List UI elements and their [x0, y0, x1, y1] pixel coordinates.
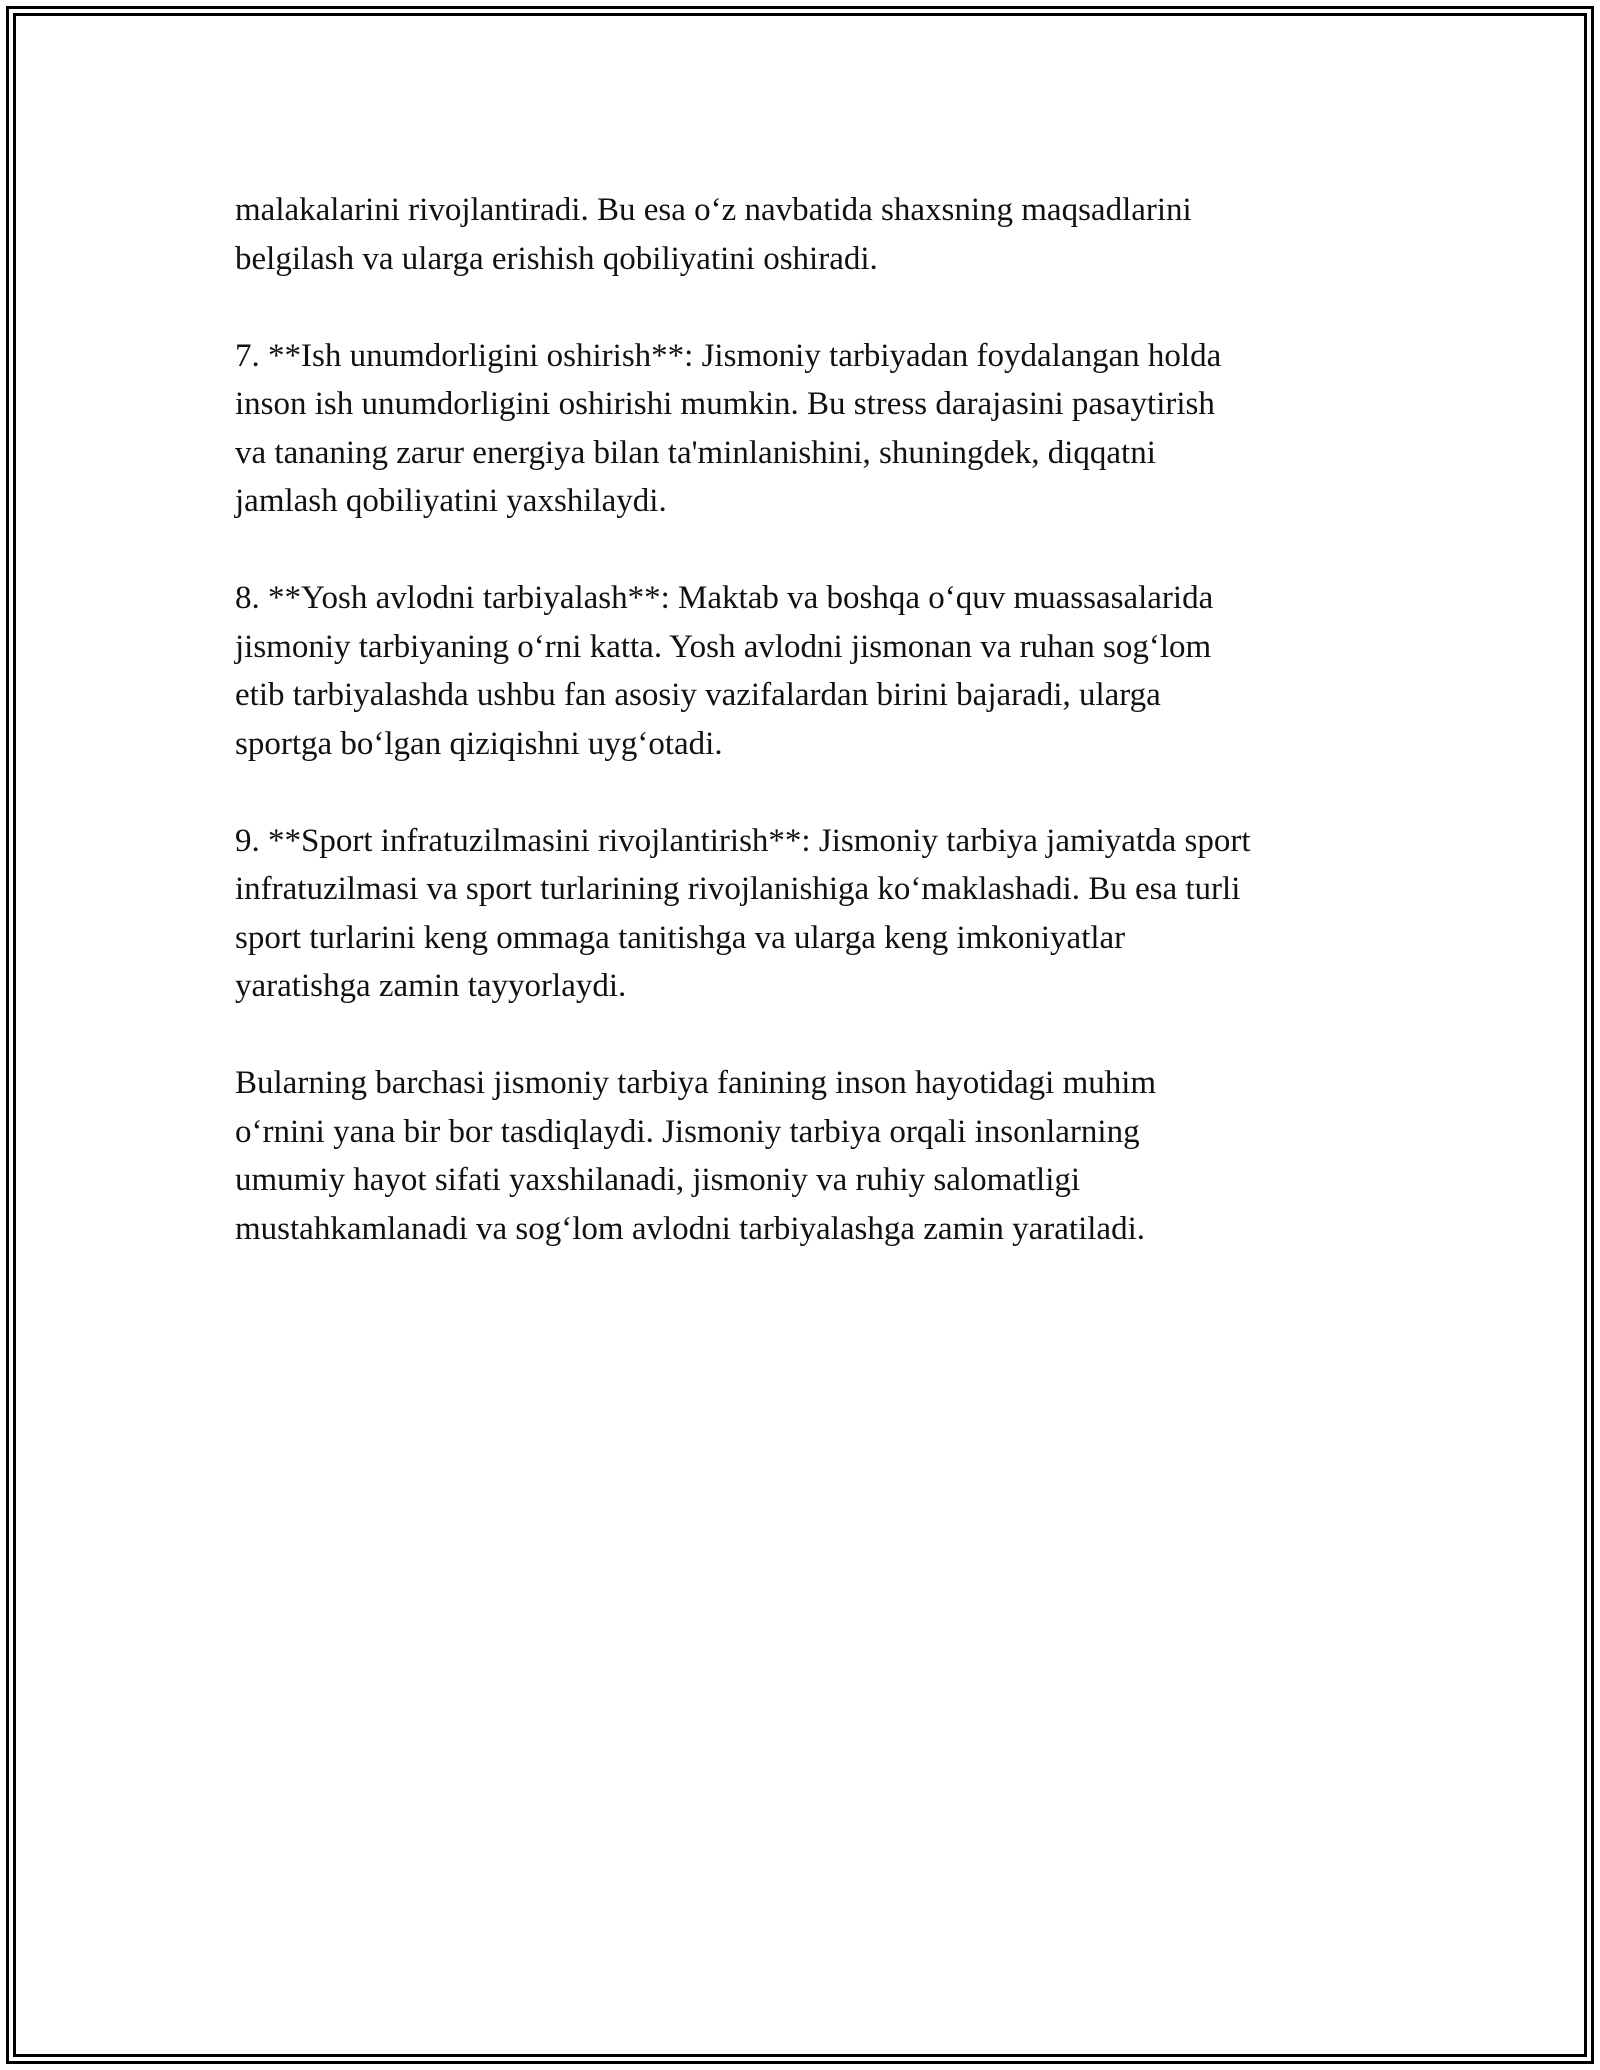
text-line: etib tarbiyalashda ushbu fan asosiy vazifalardan birini bajaradi, ularga: [235, 677, 1161, 713]
text-line: 9. **Sport infratuzilmasini rivojlantirish**: Jismoniy tarbiya jamiyatda sport: [235, 822, 1251, 859]
paragraph-conclusion: [235, 1059, 1385, 1253]
text-line: sport turlarini keng ommaga tanitishga va ularga keng imkoniyatlar: [235, 919, 1126, 956]
paragraph-item-8: [235, 574, 1385, 768]
text-line: jamlash qobiliyatini yaxshilaydi.: [235, 483, 667, 519]
text-line: 7. **Ish unumdorligini oshirish**: Jismoniy tarbiyadan foydalangan holda: [235, 337, 1222, 374]
text-line: yaratishga zamin tayyorlaydi.: [235, 968, 627, 1004]
text-line: infratuzilmasi va sport turlarining rivojlanishiga ko‘maklashadi. Bu esa turli: [235, 871, 1241, 907]
text-line: va tananing zarur energiya bilan ta'minlanishini, shuningdek, diqqatni: [235, 434, 1156, 471]
document-body: [235, 186, 1385, 1302]
text-line: o‘rnini yana bir bor tasdiqlaydi. Jismoniy tarbiya orqali insonlarning: [235, 1113, 1140, 1150]
text-line: belgilash va ularga erishish qobiliyatini oshiradi.: [235, 240, 878, 277]
text-line: inson ish unumdorligini oshirishi mumkin. Bu stress darajasini pasaytirish: [235, 386, 1215, 422]
text-line: sportga bo‘lgan qiziqishni uyg‘otadi.: [235, 725, 723, 762]
paragraph-item-9: [235, 817, 1385, 1011]
text-line: jismoniy tarbiyaning o‘rni katta. Yosh avlodni jismonan va ruhan sog‘lom: [235, 628, 1212, 665]
text-line: malakalarini rivojlantiradi. Bu esa o‘z navbatida shaxsning maqsadlarini: [235, 192, 1192, 228]
text-line: 8. **Yosh avlodni tarbiyalash**: Maktab va boshqa o‘quv muassasalarida: [235, 580, 1214, 616]
paragraph-item-7: [235, 332, 1385, 526]
text-line: mustahkamlanadi va sog‘lom avlodni tarbiyalashga zamin yaratiladi.: [235, 1210, 1145, 1247]
text-line: umumiy hayot sifati yaxshilanadi, jismoniy va ruhiy salomatligi: [235, 1162, 1081, 1198]
text-line: Bularning barchasi jismoniy tarbiya fanining inson hayotidagi muhim: [235, 1065, 1157, 1101]
paragraph-intro-continuation: [235, 186, 1385, 283]
